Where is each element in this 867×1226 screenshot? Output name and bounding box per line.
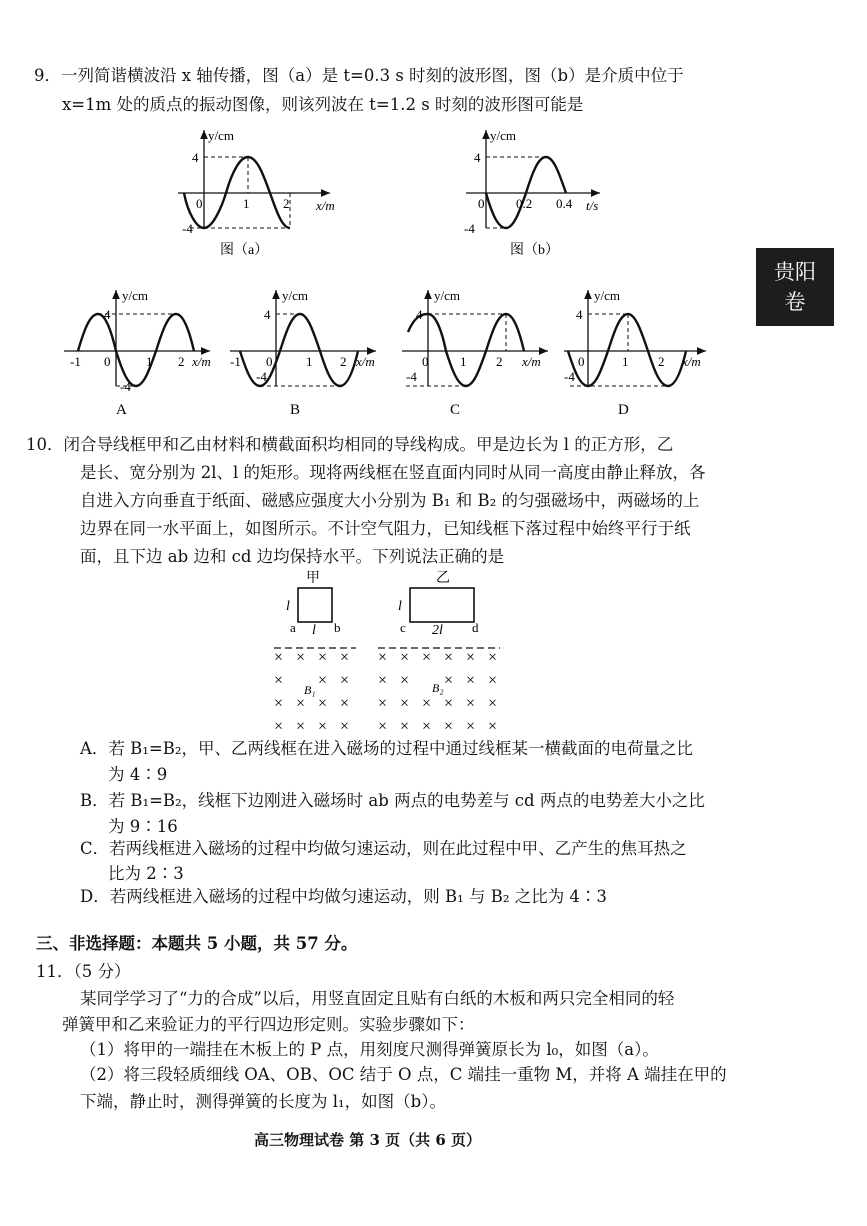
opt-a-tick-m1: -1 [70, 354, 81, 369]
label-a: a [290, 620, 296, 635]
fig-a-tick-2: 2 [283, 196, 290, 211]
label-l-jia-side: l [286, 599, 290, 614]
field-cross-mark: × [466, 672, 476, 689]
fig-a-xlabel: x/m [316, 198, 335, 213]
opt-d-xlabel: x/m [682, 354, 701, 369]
fig-b-xlabel: t/s [586, 198, 599, 213]
field-cross-mark: × [318, 649, 328, 666]
opt-a-tick-1: 1 [146, 354, 153, 369]
field-cross-mark: × [422, 695, 432, 712]
opt-c-ylabel: y/cm [434, 288, 460, 303]
fig-b-tick-1: 0.2 [516, 196, 533, 211]
q10-line-4: 边界在同一水平面上，如图所示。不计空气阻力，已知线框下落过程中始终平行于纸 [80, 519, 691, 538]
q9-option-a-graph[interactable] [60, 282, 220, 422]
frame-jia [298, 588, 332, 622]
opt-a-y-pos: 4 [104, 307, 111, 322]
q11-line-2: 弹簧甲和乙来验证力的平行四边形定则。实验步骤如下： [62, 1015, 475, 1034]
field-cross-mark: × [422, 718, 432, 735]
fig-b-tick-2: 0.4 [556, 196, 573, 211]
region-tab [756, 248, 834, 326]
opt-c-y-pos: 4 [416, 307, 423, 322]
opt-d-ylabel: y/cm [594, 288, 620, 303]
field-cross-mark: × [400, 649, 410, 666]
field-cross-mark: × [318, 718, 328, 735]
q10-line-1: 10．闭合导线框甲和乙由材料和横截面积均相同的导线构成。甲是边长为 l 的正方形，乙 [26, 435, 674, 454]
label-b2: B₂ [432, 681, 444, 695]
field-cross-mark: × [466, 718, 476, 735]
field-cross-mark: × [422, 649, 432, 666]
q11-line-5: 下端，静止时，测得弹簧的长度为 l₁，如图（b）。 [80, 1092, 446, 1111]
opt-b-tick-1: 1 [306, 354, 313, 369]
label-jia: 甲 [306, 571, 320, 586]
opt-d-y-pos: 4 [576, 307, 583, 322]
field-cross-mark: × [488, 718, 498, 735]
opt-c-letter: C [450, 402, 461, 418]
opt-c-tick-0: 0 [422, 354, 429, 369]
q10-option-b-line-2: 为 9∶16 [108, 817, 178, 836]
fig-a-tick-0: 0 [196, 196, 203, 211]
fig-a-y-pos: 4 [192, 150, 199, 165]
q11-head: 11．（5 分） [36, 962, 131, 981]
opt-c-tick-1: 1 [460, 354, 467, 369]
field-cross-mark: × [466, 649, 476, 666]
field-cross-mark: × [274, 672, 284, 689]
q10-option-b-line-1[interactable]: B．若 B₁=B₂，线框下边刚进入磁场时 ab 两点的电势差与 cd 两点的电势差大小之比 [80, 791, 705, 810]
q9-line-1: 9．一列简谐横波沿 x 轴传播，图（a）是 t=0.3 s 时刻的波形图，图（b）是介质中位于 [34, 66, 684, 85]
opt-b-xlabel: x/m [356, 354, 375, 369]
opt-d-tick-2: 2 [658, 354, 665, 369]
field-cross-mark: × [444, 649, 454, 666]
q9-option-c-graph[interactable] [398, 282, 558, 422]
field-cross-mark: × [400, 718, 410, 735]
fig-b-caption: 图（b） [510, 243, 559, 258]
opt-b-tick-m1: -1 [230, 354, 241, 369]
q10-line-3: 自进入方向垂直于纸面、磁感应强度大小分别为 B₁ 和 B₂ 的匀强磁场中，两磁场的上 [80, 491, 700, 510]
field-cross-mark: × [318, 695, 328, 712]
label-l-jia-bottom: l [312, 623, 316, 638]
field-cross-mark: × [296, 695, 306, 712]
q9-figure-a [170, 122, 350, 262]
q11-line-3: （1）将甲的一端挂在木板上的 P 点，用刻度尺测得弹簧原长为 l₀，如图（a）。 [80, 1040, 659, 1059]
field-cross-mark: × [340, 695, 350, 712]
field-cross-mark: × [444, 718, 454, 735]
fig-a-y-neg: -4 [182, 221, 193, 236]
opt-a-tick-2: 2 [178, 354, 185, 369]
opt-b-y-neg: -4 [256, 369, 267, 384]
field-cross-mark: × [296, 718, 306, 735]
opt-a-xlabel: x/m [192, 354, 211, 369]
field-cross-mark: × [274, 718, 284, 735]
field-cross-mark: × [274, 695, 284, 712]
opt-d-tick-0: 0 [578, 354, 585, 369]
q11-line-4: （2）将三段轻质细线 OA、OB、OC 结于 O 点，C 端挂一重物 M，并将 A 端挂在甲的 [80, 1065, 727, 1084]
opt-c-y-neg: -4 [406, 369, 417, 384]
field-cross-mark: × [488, 649, 498, 666]
label-c: c [400, 620, 406, 635]
q10-figure [270, 566, 520, 736]
opt-c-xlabel: x/m [522, 354, 541, 369]
q9-option-d-graph[interactable] [560, 282, 720, 422]
label-d: d [472, 620, 479, 635]
field-cross-mark: × [400, 695, 410, 712]
fig-b-ylabel: y/cm [490, 128, 516, 143]
field-cross-mark: × [378, 672, 388, 689]
opt-d-tick-1: 1 [622, 354, 629, 369]
field-cross-mark: × [296, 649, 306, 666]
fig-a-tick-1: 1 [243, 196, 250, 211]
field-cross-mark: × [400, 672, 410, 689]
fig-b-tick-0: 0 [478, 196, 485, 211]
opt-d-y-neg: -4 [564, 369, 575, 384]
opt-a-letter: A [116, 402, 127, 418]
fig-b-y-pos: 4 [474, 150, 481, 165]
label-l-yi-side: l [398, 599, 402, 614]
q11-line-1: 某同学学习了“力的合成”以后，用竖直固定且贴有白纸的木板和两只完全相同的轻 [80, 989, 675, 1008]
fig-a-ylabel: y/cm [208, 128, 234, 143]
frame-yi [410, 588, 474, 622]
field-cross-mark: × [318, 672, 328, 689]
field-cross-mark: × [444, 695, 454, 712]
opt-a-ylabel: y/cm [122, 288, 148, 303]
field-cross-mark: × [488, 672, 498, 689]
field-cross-mark: × [466, 695, 476, 712]
fig-b-y-neg: -4 [464, 221, 475, 236]
fig-a-caption: 图（a） [220, 243, 269, 258]
opt-b-letter: B [290, 402, 301, 418]
field-cross-mark: × [378, 695, 388, 712]
opt-c-tick-2: 2 [496, 354, 503, 369]
opt-a-y-neg: -4 [120, 379, 131, 394]
q10-option-d-line-1[interactable]: D．若两线框进入磁场的过程中均做匀速运动，则 B₁ 与 B₂ 之比为 4∶3 [80, 887, 607, 906]
opt-b-tick-0: 0 [266, 354, 273, 369]
q10-option-a-line-1[interactable]: A．若 B₁=B₂，甲、乙两线框在进入磁场的过程中通过线框某一横截面的电荷量之比 [80, 739, 693, 758]
q9-option-b-graph[interactable] [226, 282, 386, 422]
q10-line-2: 是长、宽分别为 2l、l 的矩形。现将两线框在竖直面内同时从同一高度由静止释放，各 [80, 463, 706, 482]
page-footer: 高三物理试卷 第 3 页（共 6 页） [254, 1131, 481, 1149]
field-cross-mark: × [444, 672, 454, 689]
opt-b-ylabel: y/cm [282, 288, 308, 303]
opt-b-y-pos: 4 [264, 307, 271, 322]
field-cross-mark: × [378, 718, 388, 735]
label-yi: 乙 [436, 571, 450, 586]
field-cross-mark: × [378, 649, 388, 666]
q10-option-c-line-2: 比为 2∶3 [108, 864, 184, 883]
label-2l: 2l [432, 623, 443, 638]
q10-option-c-line-1[interactable]: C．若两线框进入磁场的过程中均做匀速运动，则在此过程中甲、乙产生的焦耳热之 [80, 839, 687, 858]
field-cross-mark: × [488, 695, 498, 712]
field-cross-mark: × [340, 649, 350, 666]
field-cross-mark: × [340, 672, 350, 689]
opt-b-tick-2: 2 [340, 354, 347, 369]
section-3-heading: 三、非选择题：本题共 5 小题，共 57 分。 [36, 934, 358, 953]
field-cross-mark: × [340, 718, 350, 735]
opt-d-letter: D [618, 402, 629, 418]
field-cross-mark: × [274, 649, 284, 666]
label-b1: B₁ [304, 683, 316, 697]
q9-figure-b [458, 122, 618, 262]
q10-line-5: 面，且下边 ab 边和 cd 边均保持水平。下列说法正确的是 [80, 547, 505, 566]
label-b: b [334, 620, 341, 635]
region-tab-line-2: 卷 [784, 290, 806, 314]
q10-option-a-line-2: 为 4∶9 [108, 765, 168, 784]
q9-line-2: x=1m 处的质点的振动图像，则该列波在 t=1.2 s 时刻的波形图可能是 [62, 95, 584, 114]
region-tab-line-1: 贵阳 [774, 260, 816, 284]
opt-a-tick-0: 0 [104, 354, 111, 369]
